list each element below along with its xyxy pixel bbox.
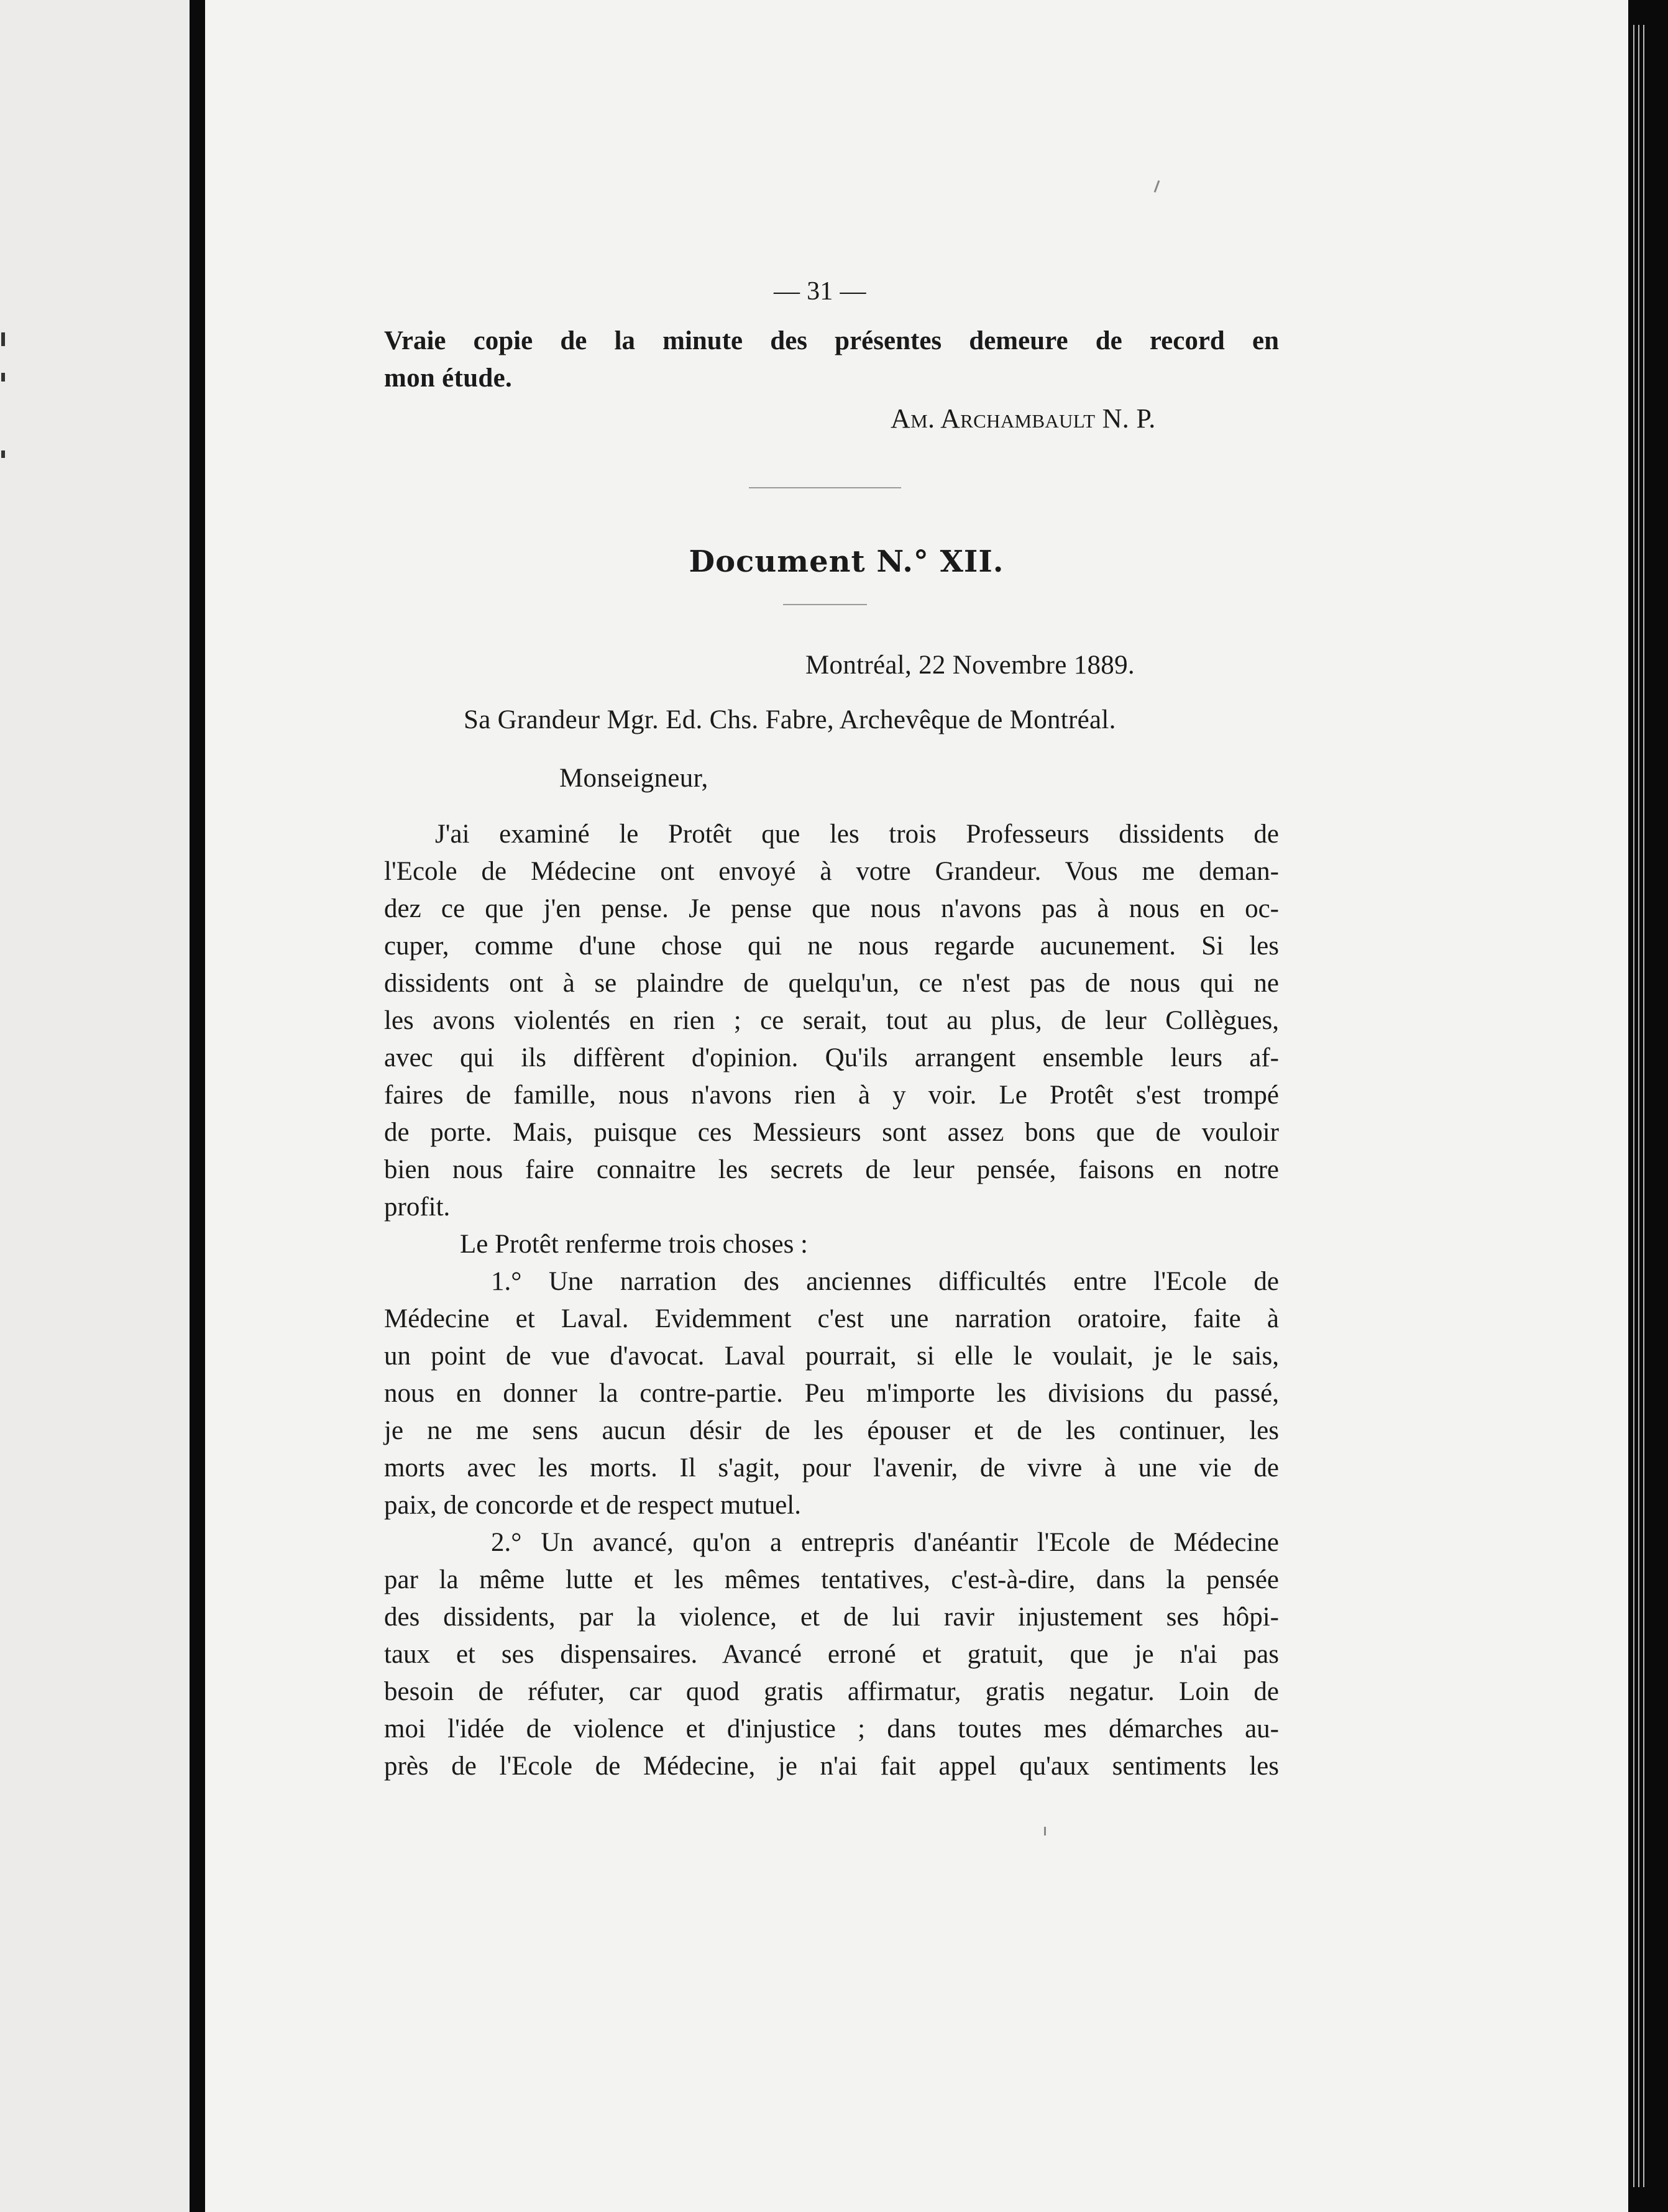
body-line: besoin de réfuter, car quod gratis affirmatur, gratis negatur. Loin de bbox=[384, 1677, 1279, 1706]
body-line: je ne me sens aucun désir de les épouser et de les continuer, les bbox=[384, 1416, 1279, 1445]
body-line: cuper, comme d'une chose qui ne nous regarde aucunement. Si les bbox=[384, 931, 1279, 961]
body-line: Médecine et Laval. Evidemment c'est une narration oratoire, faite à bbox=[384, 1304, 1279, 1333]
certification-line: mon étude. bbox=[384, 363, 513, 393]
margin-mark bbox=[1, 332, 5, 346]
body-line: paix, de concorde et de respect mutuel. bbox=[384, 1491, 801, 1520]
body-line: dez ce que j'en pense. Je pense que nous n'avons pas à nous en oc- bbox=[384, 894, 1279, 923]
body-line: les avons violentés en rien ; ce serait, tout au plus, de leur Collègues, bbox=[384, 1006, 1279, 1035]
body-line: Le Protêt renferme trois choses : bbox=[460, 1230, 809, 1259]
notary-signature: Am. Archambault N. P. bbox=[891, 403, 1156, 434]
body-line: des dissidents, par la violence, et de lui ravir injustement ses hôpi- bbox=[384, 1602, 1279, 1632]
margin-mark bbox=[1, 450, 5, 458]
body-line: taux et ses dispensaires. Avancé erroné et gratuit, que je n'ai pas bbox=[384, 1640, 1279, 1669]
body-line: 2.° Un avancé, qu'on a entrepris d'anéantir l'Ecole de Médecine bbox=[491, 1528, 1279, 1557]
body-line: de porte. Mais, puisque ces Messieurs sont assez bons que de vouloir bbox=[384, 1118, 1279, 1147]
body-line: avec qui ils diffèrent d'opinion. Qu'ils arrangent ensemble leurs af- bbox=[384, 1043, 1279, 1072]
edge-line bbox=[1643, 25, 1644, 2187]
body-line: près de l'Ecole de Médecine, je n'ai fait appel qu'aux sentiments les bbox=[384, 1752, 1279, 1781]
body-line: par la même lutte et les mêmes tentatives, c'est-à-dire, dans la pensée bbox=[384, 1565, 1279, 1594]
facing-page-edge bbox=[0, 0, 190, 2212]
body-line: dissidents ont à se plaindre de quelqu'un, ce n'est pas de nous qui ne bbox=[384, 969, 1279, 998]
body-line: 1.° Une narration des anciennes difficultés entre l'Ecole de bbox=[491, 1267, 1279, 1296]
book-gutter bbox=[190, 0, 205, 2212]
body-line: nous en donner la contre-partie. Peu m'importe les divisions du passé, bbox=[384, 1379, 1279, 1408]
body-line: J'ai examiné le Protêt que les trois Professeurs dissidents de bbox=[435, 820, 1279, 849]
certification-line: Vraie copie de la minute des présentes demeure de record en bbox=[384, 326, 1279, 355]
document-heading: Document N.° XII. bbox=[689, 544, 1004, 579]
addressee: Sa Grandeur Mgr. Ed. Chs. Fabre, Archevêque de Montréal. bbox=[464, 705, 1116, 734]
body-line: bien nous faire connaitre les secrets de leur pensée, faisons en notre bbox=[384, 1155, 1279, 1184]
edge-line bbox=[1633, 25, 1634, 2187]
paper-speck bbox=[1044, 1827, 1046, 1835]
right-page-edge bbox=[1628, 0, 1668, 2212]
body-line: un point de vue d'avocat. Laval pourrait, si elle le voulait, je le sais, bbox=[384, 1341, 1279, 1371]
body-line: moi l'idée de violence et d'injustice ; dans toutes mes démarches au- bbox=[384, 1714, 1279, 1744]
paper-speck bbox=[1154, 180, 1160, 193]
body-line: l'Ecole de Médecine ont envoyé à votre Grandeur. Vous me deman- bbox=[384, 857, 1279, 886]
edge-line bbox=[1638, 25, 1639, 2187]
separator-rule bbox=[783, 604, 867, 605]
body-line: morts avec les morts. Il s'agit, pour l'avenir, de vivre à une vie de bbox=[384, 1453, 1279, 1483]
body-line: profit. bbox=[384, 1192, 451, 1222]
separator-rule bbox=[749, 487, 901, 488]
body-line: faires de famille, nous n'avons rien à y voir. Le Protêt s'est trompé bbox=[384, 1081, 1279, 1110]
page-number: — 31 — bbox=[774, 277, 866, 306]
salutation: Monseigneur, bbox=[559, 764, 708, 793]
dateline: Montréal, 22 Novembre 1889. bbox=[805, 651, 1135, 680]
margin-mark bbox=[1, 373, 5, 382]
